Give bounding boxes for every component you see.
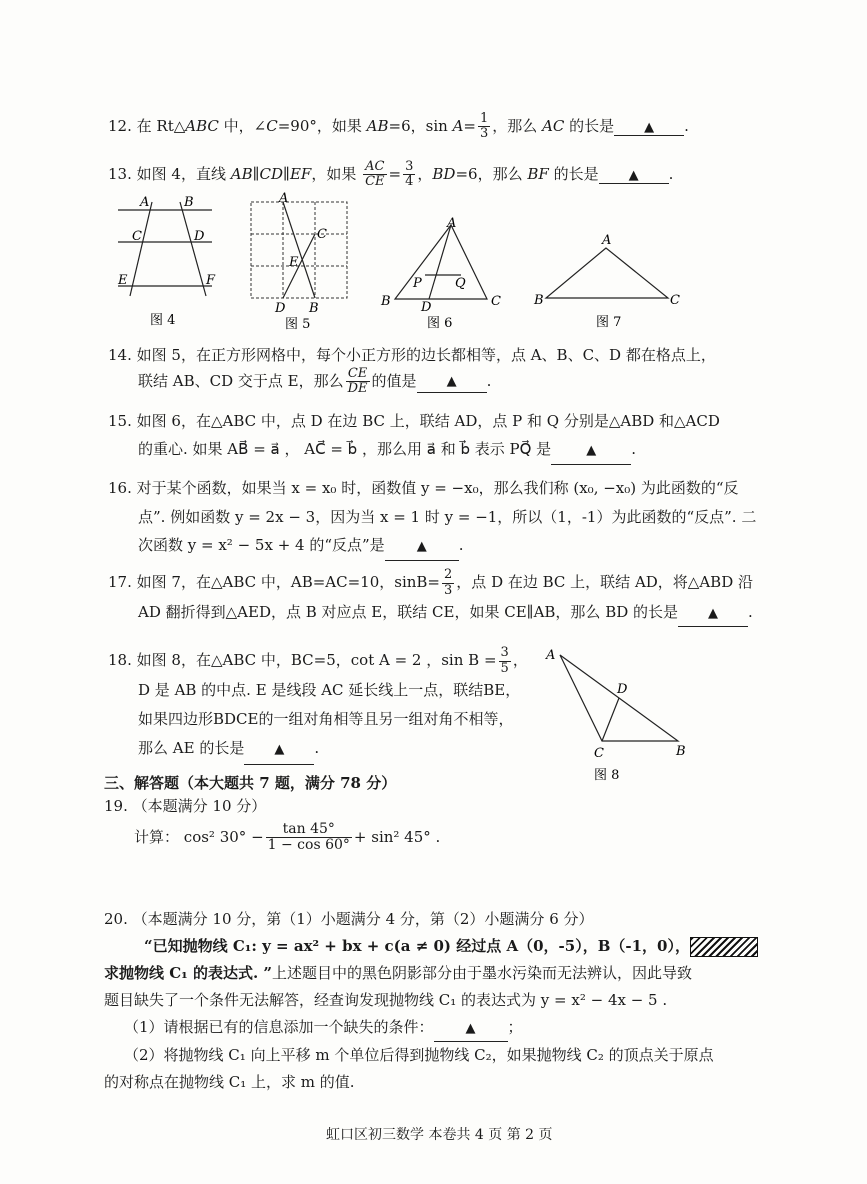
label-d: D <box>421 300 432 315</box>
segment-ab <box>283 202 315 298</box>
label-d: D <box>194 229 205 244</box>
fraction: $\frac{AC}{CE}$ <box>365 159 385 190</box>
figure-8 <box>540 645 700 785</box>
label-p: P <box>413 276 422 291</box>
answer-blank: ▲ <box>244 734 314 764</box>
ink-blot <box>690 937 758 957</box>
line-ace <box>130 202 152 296</box>
answer-blank: ▲ <box>385 531 459 561</box>
answer-blank: ▲ <box>551 436 631 465</box>
segment-cd <box>602 698 619 741</box>
label-b: B <box>184 195 194 210</box>
answer-blank: ▲ <box>678 598 748 628</box>
line-bdf <box>180 202 206 296</box>
label-c: C <box>670 293 680 308</box>
fraction: $\frac{3}{4}$ <box>405 159 414 190</box>
question-13: 13. 如图 4，直线 AB∥CD∥EF，如果 $\frac{AC}{CE}$ = $\frac{3}{4}$ ，BD=6，那么 BF 的长是 ▲ . <box>108 159 674 190</box>
label-b: B <box>309 301 319 316</box>
fraction: $\frac{CE}{DE}$ <box>347 365 368 396</box>
label-b: B <box>381 294 391 309</box>
triangle-abc <box>395 225 487 299</box>
caption-fig5: 图 5 <box>285 317 311 332</box>
question-17: 17. 如图 7，在△ABC 中，AB=AC=10，sinB= $\frac{2}{3}$ ，点 D 在边 BC 上，联结 AD，将△ABD 沿 AD 翻折得到△AED，点 B 对应点 E，联结 CE，如果 CE∥AB，那么 BD 的长是 ▲ . <box>108 568 753 627</box>
label-q: Q <box>455 276 466 291</box>
question-18: 18. 如图 8，在△ABC 中，BC=5，cot A = 2 ，sin B = $\frac{3}{5}$ ， D 是 AB 的中点. E 是线段 AC 延长线上一点，联结BE， 如果四边形BDCE的一组对角相等且另一组对角不相等， 那么 AE 的长是 ▲ . <box>108 646 528 765</box>
label-a: A <box>602 233 612 248</box>
section-heading: 三、解答题（本大题共 7 题，满分 78 分） <box>104 774 397 792</box>
fraction: $\frac{3}{5}$ <box>500 645 509 676</box>
answer-blank: ▲ <box>614 117 684 136</box>
segment-ad <box>429 225 451 299</box>
caption-fig8: 图 8 <box>594 768 620 783</box>
fraction: $\frac{1}{3}$ <box>480 111 489 142</box>
figure-4 <box>110 190 230 330</box>
question-15: 15. 如图 6，在△ABC 中，点 D 在边 BC 上，联结 AD，点 P 和 Q 分别是△ABD 和△ACD 的重心. 如果 AB⃗ = a⃗ ， AC⃗ = b⃗ ，那么用 a⃗ 和 b⃗ 表示 PQ⃗ 是 ▲ . <box>108 408 720 465</box>
label-a: A <box>447 216 457 231</box>
figure-5 <box>245 192 360 334</box>
question-12: 12. 在 Rt△ABC 中，∠C=90°，如果 AB=6，sin A= $\frac{1}{3}$ ，那么 AC 的长是 ▲ . <box>108 111 689 142</box>
label-e: E <box>289 255 299 270</box>
label-b: B <box>676 744 686 759</box>
label-e: E <box>118 273 128 288</box>
triangle-abc <box>546 248 668 298</box>
label-a: A <box>546 648 556 663</box>
page-footer: 虹口区初三数学 本卷共 4 页 第 2 页 <box>326 1127 553 1143</box>
question-20: 20. （本题满分 10 分，第（1）小题满分 4 分，第（2）小题满分 6 分） “已知抛物线 C₁: y = ax² + bx + c(a ≠ 0) 经过点 A（0，-5），B（-1，0）， 求抛物线 C₁ 的表达式. ”上述题目中的黑色阴影部分由于墨水污染而无法辨认，因此导致 题目缺失了一个条件无法解答，经查询发现抛物线 C₁ 的表达式为 y = x² − 4x − 5 . （1）请根据已有的信息添加一个缺失的条件： ▲ ； （2）将抛物线 C₁ 向上平移 m 个单位后得到抛物线 C₂，如果抛物线 C₂ 的顶点关于原点 的对称点在抛物线 C₁ 上，求 m 的值. <box>104 906 758 1096</box>
label-a: A <box>279 192 289 206</box>
label-a: A <box>140 195 150 210</box>
label-c: C <box>317 227 327 242</box>
answer-blank: ▲ <box>417 369 487 393</box>
caption-fig4: 图 4 <box>150 313 176 328</box>
answer-blank: ▲ <box>434 1014 508 1042</box>
question-19: 19. （本题满分 10 分） 计算： cos² 30° − $\frac{\tan 45^\circ}{1 - \cos 60^\circ}$ + sin² 45° . <box>104 797 441 854</box>
fraction: $\frac{2}{3}$ <box>444 567 453 598</box>
label-f: F <box>206 273 216 288</box>
label-d: D <box>275 301 286 316</box>
question-16: 16. 对于某个函数，如果当 x = x₀ 时，函数值 y = −x₀，那么我们称 (x₀, −x₀) 为此函数的“反 点”. 例如函数 y = 2x − 3，因为当 x = 1 时 y = −1，所以（1，-1）为此函数的“反点”. 二 次函数 y = x² − 5x + 4 的“反点”是 ▲ . <box>108 474 756 561</box>
fraction: $\frac{\tan 45^\circ}{1 - \cos 60^\circ}$ <box>267 821 350 854</box>
label-c: C <box>491 294 501 309</box>
caption-fig7: 图 7 <box>596 315 622 330</box>
question-14: 14. 如图 5，在正方形网格中，每个小正方形的边长都相等，点 A、B、C、D 都在格点上， 联结 AB、CD 交于点 E，那么 $\frac{CE}{DE}$ 的值是 ▲ . <box>108 346 716 396</box>
figure-7 <box>530 232 690 334</box>
label-c: C <box>594 746 604 761</box>
label-d: D <box>617 682 628 697</box>
caption-fig6: 图 6 <box>427 316 453 331</box>
figure-6 <box>375 215 510 335</box>
label-b: B <box>534 293 544 308</box>
answer-blank: ▲ <box>599 165 669 184</box>
label-c: C <box>132 229 142 244</box>
